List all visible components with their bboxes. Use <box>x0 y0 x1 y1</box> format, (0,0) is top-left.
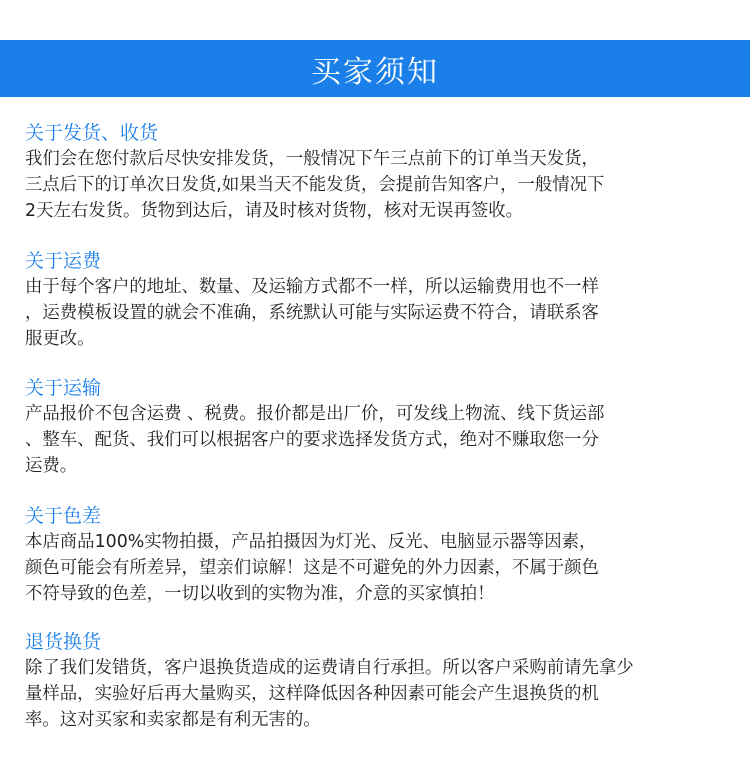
section-color-difference <box>25 503 725 607</box>
body-line: 产品报价不包含运费 、税费。报价都是出厂价，可发线上物流、线下货运部 <box>25 404 605 424</box>
section-heading: 关于运费 <box>25 250 102 272</box>
body-line: 率。这对买家和卖家都是有利无害的。 <box>25 710 321 730</box>
notice-banner <box>0 40 750 97</box>
body-line: 本店商品100%实物拍摄，产品拍摄因为灯光、反光、电脑显示器等因素， <box>25 532 597 552</box>
body-line: 颜色可能会有所差异，望亲们谅解！这是不可避免的外力因素，不属于颜色 <box>25 558 599 578</box>
body-line: ，运费模板设置的就会不准确，系统默认可能与实际运费不符合，请联系客 <box>25 303 599 323</box>
section-body <box>25 529 725 607</box>
section-shipping-receiving <box>25 120 725 224</box>
section-heading: 退货换货 <box>25 631 102 653</box>
body-line: 除了我们发错货，客户退换货造成的运费请自行承担。所以客户采购前请先拿少 <box>25 658 634 678</box>
section-body <box>25 146 725 224</box>
section-shipping-fee <box>25 248 725 352</box>
body-line: 由于每个客户的地址、数量、及运输方式都不一样，所以运输费用也不一样 <box>25 277 599 297</box>
body-line: 、整车、配货、我们可以根据客户的要求选择发货方式，绝对不赚取您一分 <box>25 430 599 450</box>
body-line: 不符导致的色差，一切以收到的实物为准，介意的买家慎拍！ <box>25 584 495 604</box>
body-line: 服更改。 <box>25 329 95 349</box>
section-body <box>25 274 725 352</box>
section-body <box>25 401 725 479</box>
section-heading: 关于发货、收货 <box>25 122 159 144</box>
body-line: 三点后下的订单次日发货,如果当天不能发货，会提前告知客户，一般情况下 <box>25 175 605 195</box>
banner-title: 买家须知 <box>311 54 439 90</box>
section-heading: 关于色差 <box>25 505 102 527</box>
body-line: 2天左右发货。货物到达后，请及时核对货物，核对无误再签收。 <box>25 201 524 221</box>
body-line: 量样品，实验好后再大量购买，这样降低因各种因素可能会产生退换货的机 <box>25 684 599 704</box>
body-line: 运费。 <box>25 456 78 476</box>
section-heading: 关于运输 <box>25 377 102 399</box>
section-body <box>25 655 725 733</box>
body-line: 我们会在您付款后尽快安排发货，一般情况下午三点前下的订单当天发货， <box>25 149 599 169</box>
section-returns-exchanges <box>25 629 725 733</box>
section-transport <box>25 375 725 479</box>
